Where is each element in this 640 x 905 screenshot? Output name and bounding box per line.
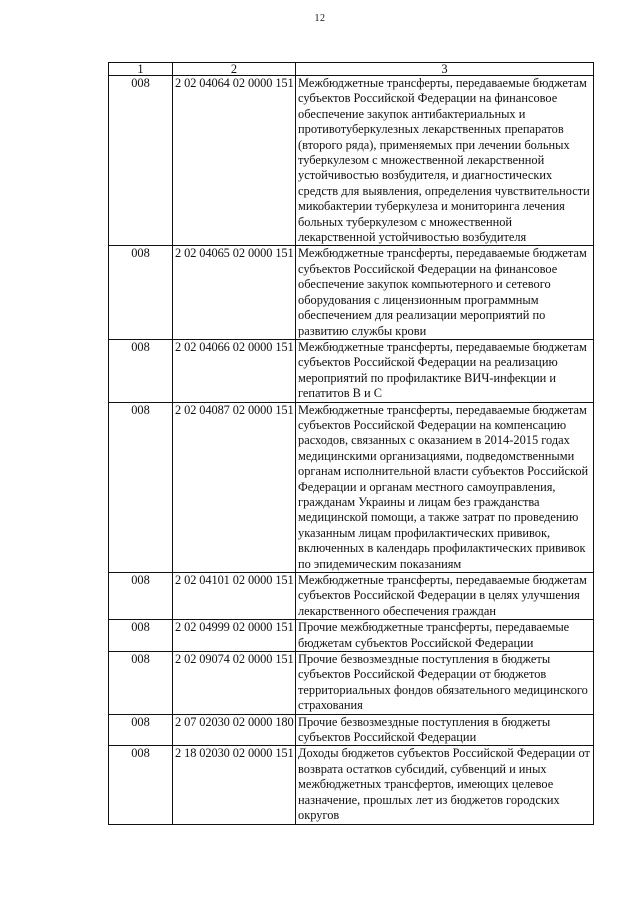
budget-classification-table (108, 62, 594, 825)
admin-code-cell: 008 (109, 652, 173, 715)
table-row (109, 573, 594, 620)
column-header-description: 3 (296, 63, 594, 76)
description-cell: Доходы бюджетов субъектов Российской Федерации от возврата остатков субсидий, субвенций и иных межбюджетных трансфертов, имеющих целевое назначение, прошлых лет из бюджетов городских округов (296, 746, 594, 824)
income-code-cell: 2 02 04064 02 0000 151 (173, 76, 296, 246)
table-row (109, 652, 594, 715)
income-code-cell: 2 02 04066 02 0000 151 (173, 339, 296, 402)
description-cell: Прочие межбюджетные трансферты, передаваемые бюджетам субъектов Российской Федерации (296, 620, 594, 652)
description-cell: Прочие безвозмездные поступления в бюджеты субъектов Российской Федерации от бюджетов территориальных фондов обязательного медицинского страхования (296, 652, 594, 715)
income-code-cell: 2 07 02030 02 0000 180 (173, 714, 296, 746)
admin-code-cell: 008 (109, 746, 173, 824)
income-code-cell: 2 02 09074 02 0000 151 (173, 652, 296, 715)
table-row (109, 620, 594, 652)
admin-code-cell: 008 (109, 339, 173, 402)
table-row (109, 714, 594, 746)
table-row (109, 339, 594, 402)
description-cell: Прочие безвозмездные поступления в бюджеты субъектов Российской Федерации (296, 714, 594, 746)
admin-code-cell: 008 (109, 620, 173, 652)
income-code-cell: 2 02 04087 02 0000 151 (173, 402, 296, 572)
column-header-code: 2 (173, 63, 296, 76)
page-number: 12 (314, 13, 326, 24)
admin-code-cell: 008 (109, 714, 173, 746)
admin-code-cell: 008 (109, 573, 173, 620)
table-row (109, 76, 594, 246)
admin-code-cell: 008 (109, 246, 173, 339)
description-cell: Межбюджетные трансферты, передаваемые бюджетам субъектов Российской Федерации на компенсацию расходов, связанных с оказанием в 2014-2015 годах медицинскими организациями, подведомственными органам исполнительной власти субъектов Российской Федерации и органам местного самоуправления, гражданам Украины и лицам без гражданства медицинской помощи, а также затрат по проведению указанным лицам профилактических прививок, включенных в календарь профилактических прививок по эпидемическим показаниям (296, 402, 594, 572)
admin-code-cell: 008 (109, 402, 173, 572)
income-code-cell: 2 18 02030 02 0000 151 (173, 746, 296, 824)
income-code-cell: 2 02 04065 02 0000 151 (173, 246, 296, 339)
income-code-cell: 2 02 04999 02 0000 151 (173, 620, 296, 652)
income-code-cell: 2 02 04101 02 0000 151 (173, 573, 296, 620)
description-cell: Межбюджетные трансферты, передаваемые бюджетам субъектов Российской Федерации в целях улучшения лекарственного обеспечения граждан (296, 573, 594, 620)
description-cell: Межбюджетные трансферты, передаваемые бюджетам субъектов Российской Федерации на финансовое обеспечение закупок компьютерного и сетевого оборудования с лицензионным программным обеспечением для реализации мероприятий по развитию службы крови (296, 246, 594, 339)
column-header-admin: 1 (109, 63, 173, 76)
description-cell: Межбюджетные трансферты, передаваемые бюджетам субъектов Российской Федерации на реализацию мероприятий по профилактике ВИЧ-инфекции и гепатитов B и C (296, 339, 594, 402)
table-row (109, 402, 594, 572)
table-header-row (109, 63, 594, 76)
description-cell: Межбюджетные трансферты, передаваемые бюджетам субъектов Российской Федерации на финансовое обеспечение закупок антибактериальных и противотуберкулезных лекарственных препаратов (второго ряда), применяемых при лечении больных туберкулезом с множественной лекарственной устойчивостью возбудителя, и диагностических средств для выявления, определения чувствительности микобактерии туберкулеза и мониторинга лечения больных туберкулезом с множественной лекарственной устойчивостью возбудителя (296, 76, 594, 246)
admin-code-cell: 008 (109, 76, 173, 246)
table-row (109, 746, 594, 824)
table-row (109, 246, 594, 339)
